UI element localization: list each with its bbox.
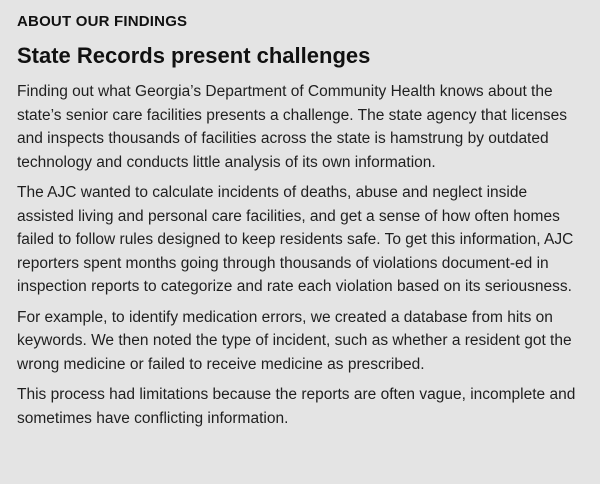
section-label: ABOUT OUR FINDINGS	[17, 13, 188, 30]
paragraph-3: For example, to identify medication errors, we created a database from hits on keywords. We then noted the type of incident, such as whether a resident got the wrong medicine or failed to receive medicine as prescribed.	[17, 308, 572, 373]
paragraph-1: Finding out what Georgia’s Department of Community Health knows about the state’s senior care facilities presents a challenge. The state agency that licenses and inspects thousands of facilities across the state is hamstrung by outdated technology and conducts little analysis of its own information.	[17, 83, 567, 171]
paragraph-4: This process had limitations because the reports are often vague, incomplete and sometimes have conflicting information.	[17, 386, 576, 427]
paragraph-2: The AJC wanted to calculate incidents of deaths, abuse and neglect inside assisted living and personal care facilities, and get a sense of how often homes failed to follow rules designed to keep residents safe. To get this information, AJC reporters spent months going through thousands of violations document-ed in inspection reports to categorize and rate each violation based on its seriousness.	[17, 184, 574, 295]
article-body	[17, 80, 584, 430]
headline: State Records present challenges	[17, 43, 371, 68]
